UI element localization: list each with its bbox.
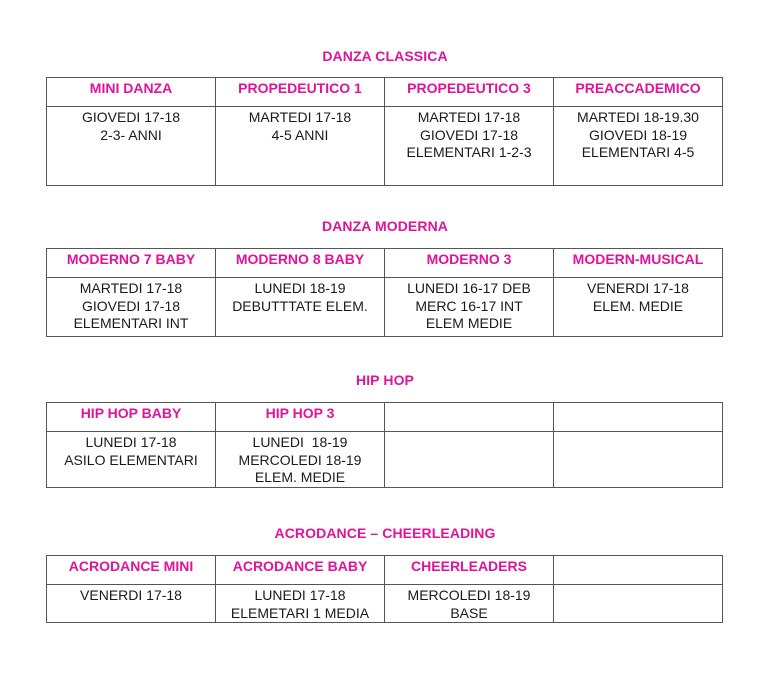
schedule-line: BASE [450, 604, 488, 621]
schedule-line: MARTEDI 17-18 [248, 109, 352, 125]
empty-cell [385, 432, 554, 488]
schedule-line: VENERDI 17-18 [80, 587, 182, 603]
class-name-cell: MODERNO 7 BABY [47, 249, 216, 278]
schedule-line: LUNEDI 17-18 [254, 587, 346, 603]
class-name-cell: MINI DANZA [47, 78, 216, 107]
schedule-line: MERCOLEDI 18-19 [238, 451, 362, 468]
schedule-line: MARTEDI 17-18 [79, 280, 183, 296]
table-row [47, 278, 723, 337]
schedule-line: LUNEDI 18-19 [252, 434, 348, 450]
table-row [47, 432, 723, 488]
class-name-cell: MODERN-MUSICAL [554, 249, 723, 278]
table-header-row [47, 556, 723, 585]
section-title-danza-moderna: DANZA MODERNA [322, 218, 448, 234]
schedule-cell [47, 278, 216, 337]
empty-cell [554, 432, 723, 488]
class-name-cell: PROPEDEUTICO 1 [216, 78, 385, 107]
table-header-row [47, 78, 723, 107]
schedule-table-danza-moderna [46, 248, 723, 337]
schedule-line: MERC 16-17 INT [415, 297, 523, 314]
class-name-cell: HIP HOP 3 [216, 403, 385, 432]
class-name-cell: MODERNO 3 [385, 249, 554, 278]
section-title-hip-hop: HIP HOP [355, 372, 414, 388]
class-name-cell: CHEERLEADERS [385, 556, 554, 585]
schedule-line: LUNEDI 17-18 [85, 434, 177, 450]
schedule-line: 2-3- ANNI [100, 126, 162, 143]
schedule-line: MARTEDI 17-18 [417, 109, 521, 125]
schedule-line: GIOVEDI 17-18 [81, 297, 181, 314]
section-title-danza-classica: DANZA CLASSICA [322, 48, 448, 64]
table-header-row [47, 403, 723, 432]
schedule-cell [554, 107, 723, 186]
empty-cell [554, 556, 723, 585]
table-row [47, 107, 723, 186]
schedule-line: MERCOLEDI 18-19 [407, 587, 531, 603]
schedule-line: ELEM. MEDIE [254, 469, 346, 485]
schedule-line: GIOVEDI 17-18 [419, 126, 519, 143]
class-name-cell: ACRODANCE MINI [47, 556, 216, 585]
table-header-row [47, 249, 723, 278]
schedule-cell [385, 107, 554, 186]
schedule-line: ELEMENTARI 1-2-3 [406, 144, 532, 160]
schedule-line: ELEMETARI 1 MEDIA [230, 604, 370, 621]
schedule-line: GIOVEDI 17-18 [81, 109, 181, 125]
class-name-cell: HIP HOP BABY [47, 403, 216, 432]
empty-cell [385, 403, 554, 432]
schedule-line: ELEMENTARI INT [73, 315, 189, 331]
schedule-cell [216, 585, 385, 623]
schedule-cell [47, 585, 216, 623]
empty-cell [554, 403, 723, 432]
table-row [47, 585, 723, 623]
schedule-cell [216, 432, 385, 488]
schedule-cell [216, 278, 385, 337]
schedule-line: LUNEDI 16-17 DEB [407, 280, 531, 296]
schedule-line: ASILO ELEMENTARI [64, 451, 198, 468]
section-title-acrodance-cheerleading: ACRODANCE – CHEERLEADING [274, 525, 496, 541]
schedule-line: MARTEDI 18-19.30 [577, 109, 699, 125]
schedule-cell [385, 585, 554, 623]
empty-cell [554, 585, 723, 623]
class-name-cell: ACRODANCE BABY [216, 556, 385, 585]
schedule-cell [385, 278, 554, 337]
class-name-cell: PROPEDEUTICO 3 [385, 78, 554, 107]
schedule-line: VENERDI 17-18 [587, 280, 689, 296]
schedule-table-danza-classica [46, 77, 723, 186]
schedule-line: ELEM. MEDIE [592, 297, 684, 314]
schedule-table-hip-hop [46, 402, 723, 488]
schedule-cell [47, 432, 216, 488]
class-name-cell: PREACCADEMICO [554, 78, 723, 107]
schedule-line: ELEMENTARI 4-5 [581, 144, 695, 160]
schedule-cell [47, 107, 216, 186]
schedule-line: LUNEDI 18-19 [254, 280, 346, 296]
schedule-line: DEBUTTTATE ELEM. [232, 297, 368, 314]
schedule-line: 4-5 ANNI [271, 126, 329, 143]
schedule-cell [554, 278, 723, 337]
schedule-line: GIOVEDI 18-19 [588, 126, 688, 143]
class-name-cell: MODERNO 8 BABY [216, 249, 385, 278]
schedule-cell [216, 107, 385, 186]
schedule-line: ELEM MEDIE [425, 315, 513, 331]
schedule-table-acrodance-cheerleading [46, 555, 723, 623]
